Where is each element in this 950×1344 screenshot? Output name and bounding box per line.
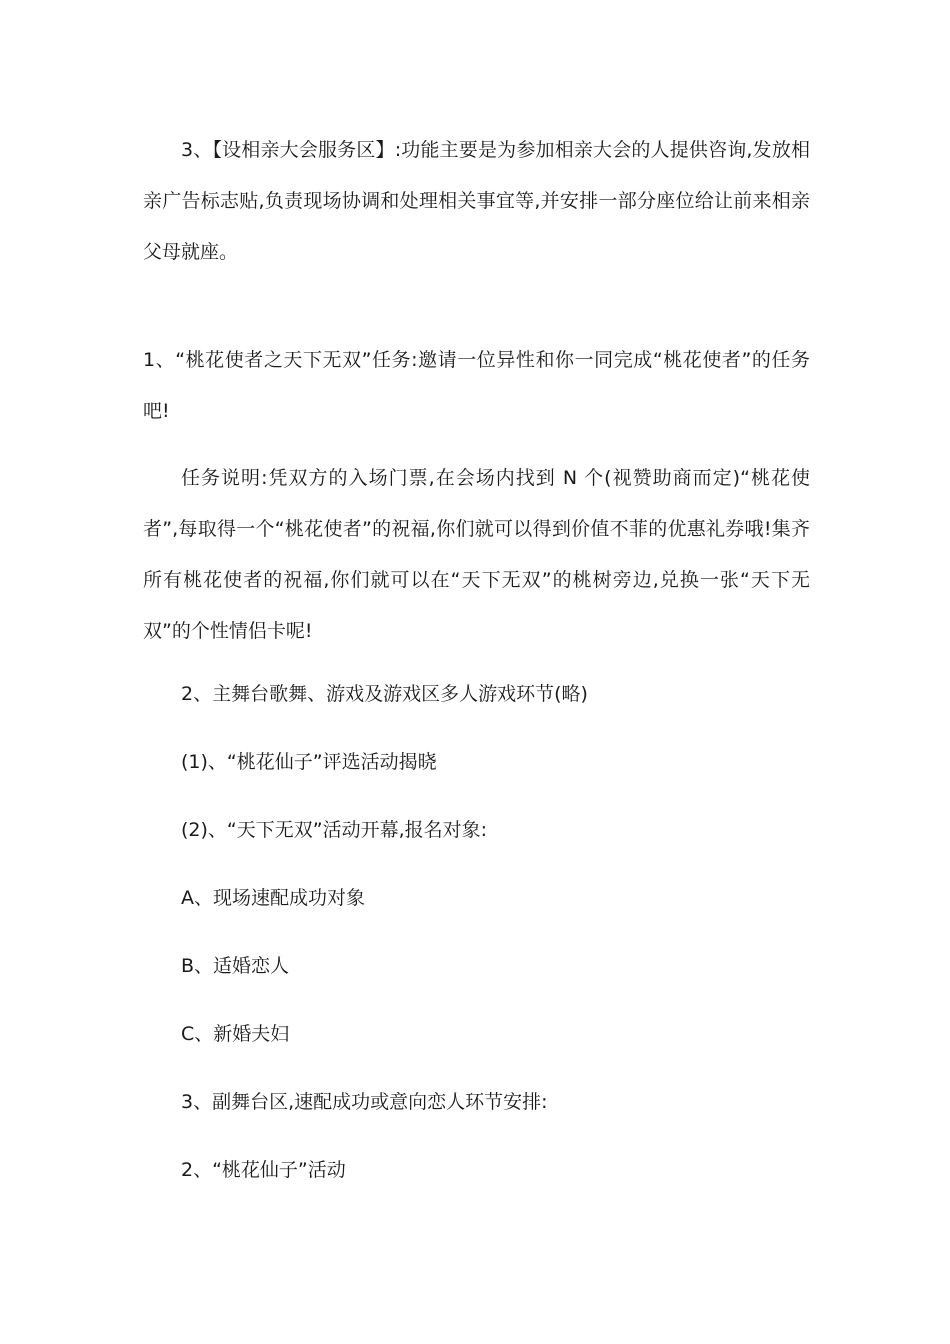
list-item-option-b: B、适婚恋人 bbox=[181, 955, 290, 977]
list-item-peach-fairy-reveal: (1)、“桃花仙子”评选活动揭晓 bbox=[181, 751, 437, 773]
paragraph-service-area: 3、【设相亲大会服务区】:功能主要是为参加相亲大会的人提供咨询,发放相亲广告标志贴,负责现场协调和处理相关事宜等,并安排一部分座位给让前来相亲父母就座。 bbox=[143, 139, 810, 263]
list-item-main-stage: 2、主舞台歌舞、游戏及游戏区多人游戏环节(略) bbox=[181, 683, 588, 705]
paragraph-task-description: 任务说明:凭双方的入场门票,在会场内找到 N 个(视赞助商而定)“桃花使者”,每取得一个“桃花使者”的祝福,你们就可以得到价值不菲的优惠礼券哦!集齐所有桃花使者的祝福,你们就可以在“天下无双”的桃树旁边,兑换一张“天下无双”的个性情侣卡呢! bbox=[143, 467, 810, 642]
paragraph-task-intro: 1、“桃花使者之天下无双”任务:邀请一位异性和你一同完成“桃花使者”的任务吧! bbox=[143, 349, 810, 422]
list-item-secondary-stage: 3、副舞台区,速配成功或意向恋人环节安排: bbox=[181, 1091, 548, 1113]
list-item-option-a: A、现场速配成功对象 bbox=[181, 887, 365, 909]
list-item-option-c: C、新婚夫妇 bbox=[181, 1023, 290, 1045]
list-item-unique-opening: (2)、“天下无双”活动开幕,报名对象: bbox=[181, 819, 488, 841]
list-item-peach-fairy-activity: 2、“桃花仙子”活动 bbox=[181, 1159, 346, 1181]
